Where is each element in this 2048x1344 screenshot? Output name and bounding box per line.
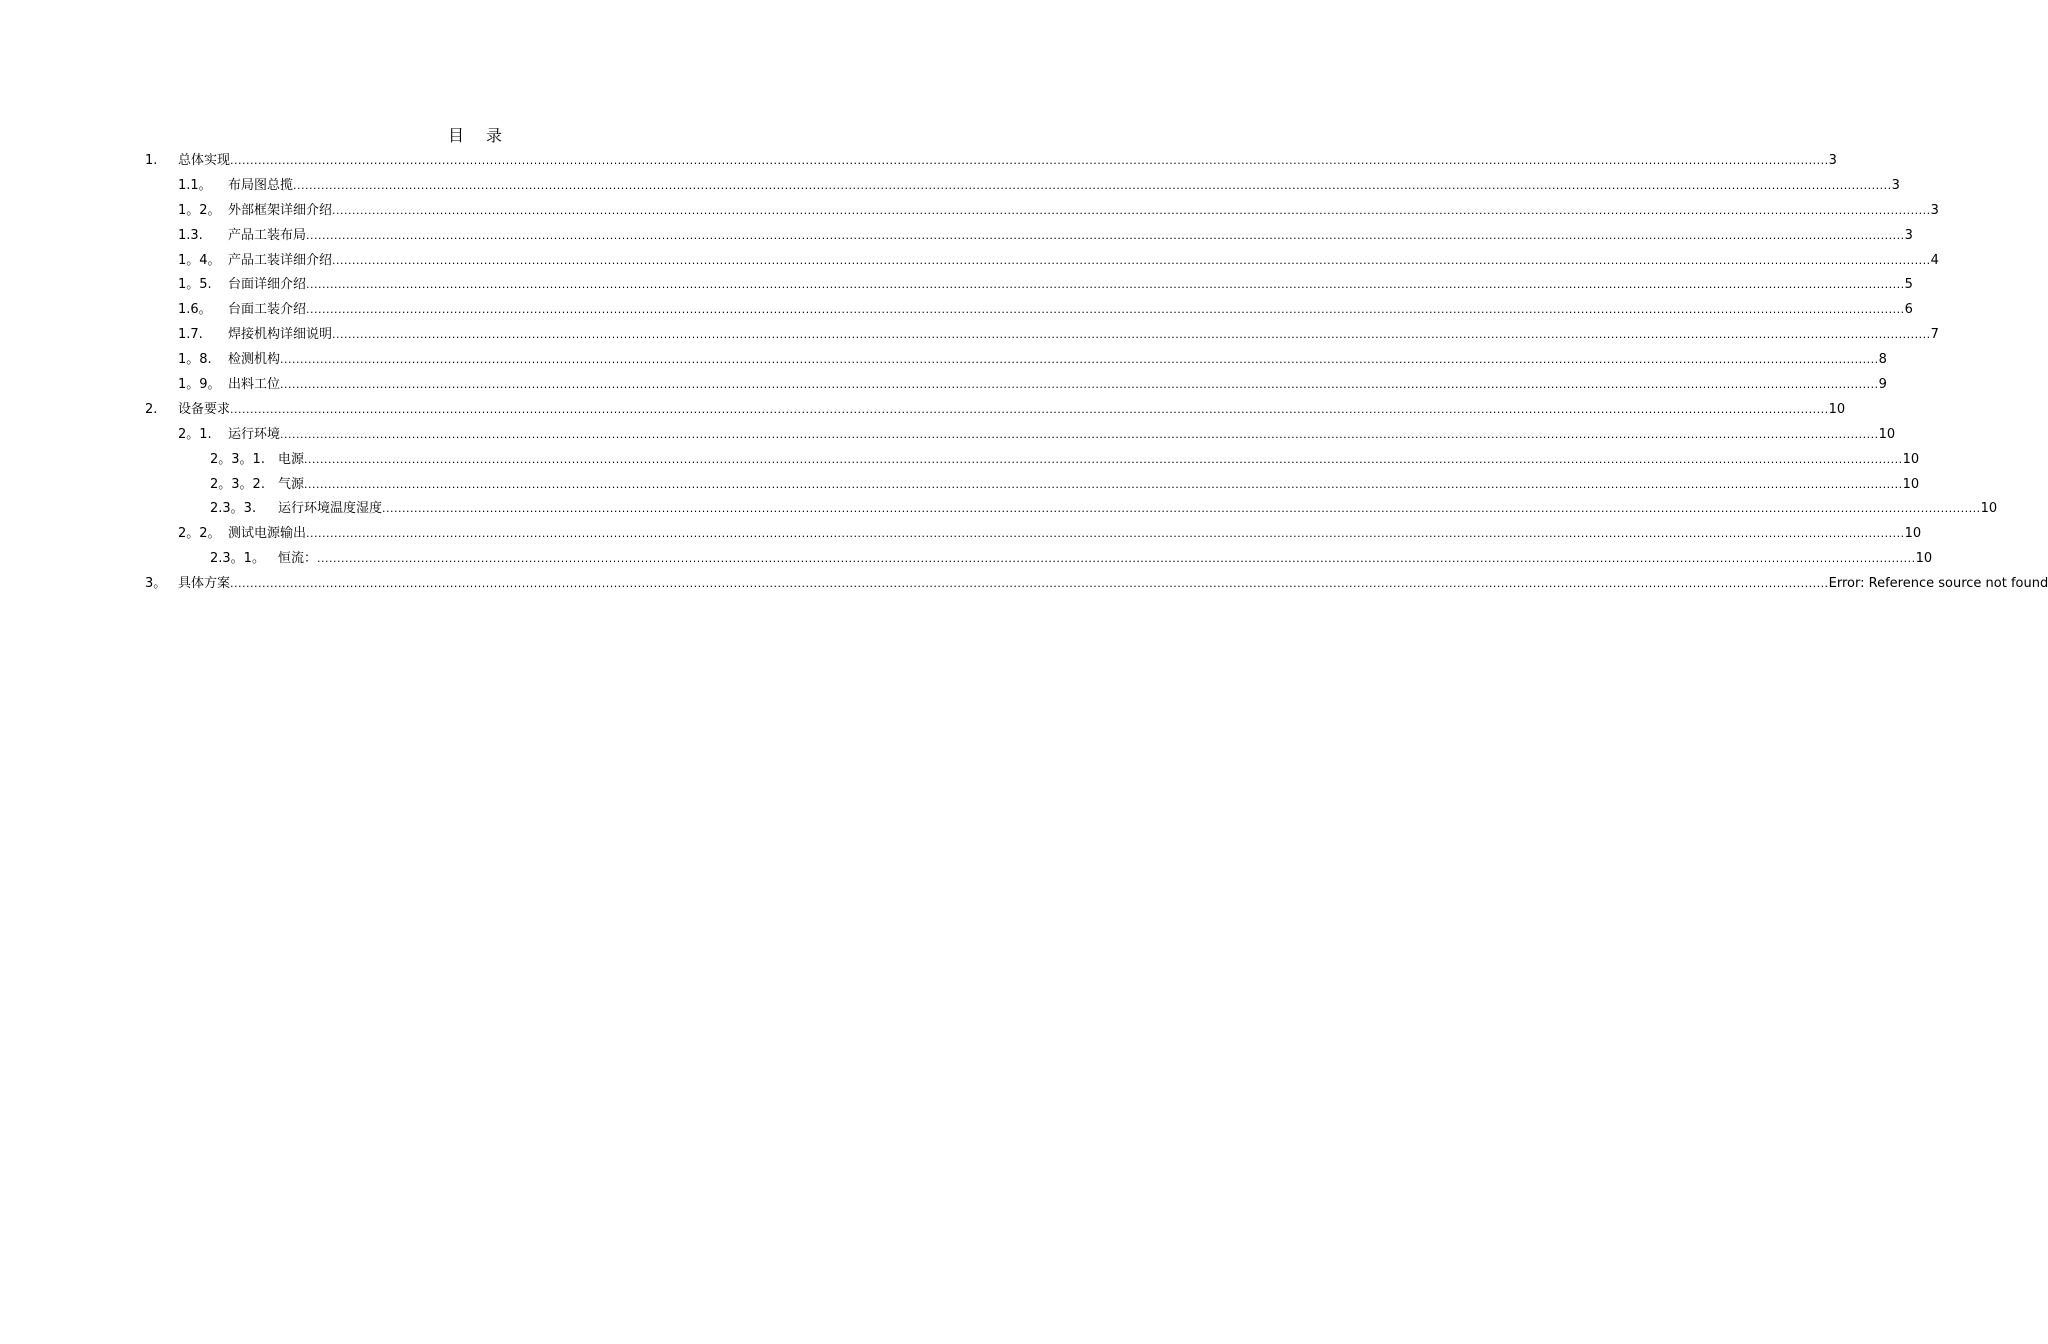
toc-leader: ................................................................................................................................................................................................................................................................................................................................................................................................................ xyxy=(280,427,1879,441)
toc-entry-text: 台面详细介绍 xyxy=(228,277,307,293)
toc-leader: ................................................................................................................................................................................................................................................................................................................................................................................................................ xyxy=(230,402,1829,416)
toc-entry-number: 1. xyxy=(145,153,158,168)
toc-entry-text: 检测机构 xyxy=(228,352,281,368)
toc-entry[interactable] xyxy=(0,201,1939,226)
toc-entry[interactable] xyxy=(0,425,1896,450)
toc-entry-text: 产品工装详细介绍 xyxy=(228,252,333,268)
toc-entry-page: 3 xyxy=(1930,202,1939,218)
toc-entry-number: 2.3。1。 xyxy=(210,551,265,567)
toc-leader: ................................................................................................................................................................................................................................................................................................................................................................................................................ xyxy=(317,552,1916,566)
toc-entry[interactable] xyxy=(0,325,1939,350)
toc-entry-text: 气源 xyxy=(278,476,305,492)
toc-entry[interactable] xyxy=(0,176,1900,201)
toc-leader: ................................................................................................................................................................................................................................................................................................................................................................................................................ xyxy=(280,378,1879,392)
toc-entry[interactable] xyxy=(0,375,1887,400)
toc-entry[interactable] xyxy=(0,475,1920,500)
toc-leader: ................................................................................................................................................................................................................................................................................................................................................................................................................ xyxy=(230,154,1829,167)
toc-leader: ................................................................................................................................................................................................................................................................................................................................................................................................................ xyxy=(280,353,1879,367)
toc-entry-number: 2.3。3. xyxy=(210,501,257,517)
toc-entry-page: 10 xyxy=(1980,501,1998,517)
toc-entry-page: 10 xyxy=(1828,401,1846,417)
toc-entry-number: 1。8. xyxy=(178,352,212,368)
toc-title-char-2: 录 xyxy=(486,126,503,145)
toc-entry-text: 运行环境温度湿度 xyxy=(278,501,383,517)
table-of-contents xyxy=(0,151,2048,599)
toc-leader: ................................................................................................................................................................................................................................................................................................................................................................................................................ xyxy=(306,527,1905,541)
toc-entry[interactable] xyxy=(0,251,1939,276)
toc-entry-page: 10 xyxy=(1878,426,1896,442)
toc-entry-text: 总体实现 xyxy=(178,153,231,168)
toc-entry-text: 出料工位 xyxy=(228,377,281,393)
toc-entry-text: 产品工装布局 xyxy=(228,227,307,243)
toc-entry[interactable] xyxy=(0,300,1913,325)
toc-entry-text: 电源 xyxy=(278,451,305,467)
toc-title-char-1: 目 xyxy=(447,126,464,145)
toc-leader: ................................................................................................................................................................................................................................................................................................................................................................................................................ xyxy=(304,477,1903,491)
toc-entry-text: 具体方案 xyxy=(178,576,231,592)
toc-entry-number: 1.6。 xyxy=(178,302,212,318)
toc-leader: ................................................................................................................................................................................................................................................................................................................................................................................................................ xyxy=(332,253,1931,267)
toc-leader: ................................................................................................................................................................................................................................................................................................................................................................................................................ xyxy=(230,577,1829,591)
toc-entry-page: 10 xyxy=(1915,551,1933,567)
toc-entry[interactable] xyxy=(0,226,1913,251)
toc-entry-text: 设备要求 xyxy=(178,401,231,417)
toc-entry[interactable] xyxy=(0,450,1920,475)
toc-leader: ................................................................................................................................................................................................................................................................................................................................................................................................................ xyxy=(332,328,1931,342)
toc-leader: ................................................................................................................................................................................................................................................................................................................................................................................................................ xyxy=(306,278,1905,292)
toc-leader: ................................................................................................................................................................................................................................................................................................................................................................................................................ xyxy=(332,203,1931,217)
toc-entry-text: 台面工装介绍 xyxy=(228,302,307,318)
toc-entry[interactable] xyxy=(0,574,2048,599)
toc-entry-page: 10 xyxy=(1902,476,1920,492)
toc-entry-page: 3 xyxy=(1828,153,1837,168)
toc-entry-page-error: Error: Reference source not found xyxy=(1828,576,2048,592)
toc-entry-text: 测试电源输出 xyxy=(228,526,307,542)
toc-entry-number: 1。9。 xyxy=(178,377,221,393)
toc-entry-number: 1.7. xyxy=(178,327,203,343)
toc-entry-page: 3 xyxy=(1891,177,1900,193)
toc-entry-number: 2。3。2. xyxy=(210,476,265,492)
toc-leader: ................................................................................................................................................................................................................................................................................................................................................................................................................ xyxy=(306,228,1905,242)
toc-entry[interactable] xyxy=(0,524,1922,549)
toc-entry-number: 2。2。 xyxy=(178,526,221,542)
toc-entry[interactable] xyxy=(0,350,1887,375)
toc-leader: ................................................................................................................................................................................................................................................................................................................................................................................................................ xyxy=(304,452,1903,466)
toc-leader: ................................................................................................................................................................................................................................................................................................................................................................................................................ xyxy=(306,303,1905,317)
toc-entry-number: 1。4。 xyxy=(178,252,221,268)
toc-entry[interactable] xyxy=(0,549,1933,574)
toc-entry-number: 1。5. xyxy=(178,277,212,293)
toc-entry-page: 6 xyxy=(1904,302,1913,318)
toc-entry-number: 3。 xyxy=(145,576,167,592)
toc-entry-page: 3 xyxy=(1904,227,1913,243)
toc-entry[interactable] xyxy=(0,275,1913,300)
toc-leader: ................................................................................................................................................................................................................................................................................................................................................................................................................ xyxy=(293,178,1892,192)
toc-entry-page: 8 xyxy=(1878,352,1887,368)
toc-entry-text: 外部框架详细介绍 xyxy=(228,202,333,218)
toc-leader: ................................................................................................................................................................................................................................................................................................................................................................................................................ xyxy=(382,502,1981,516)
toc-entry[interactable] xyxy=(0,499,1998,524)
toc-entry-text: 恒流： xyxy=(278,551,318,567)
toc-entry-page: 10 xyxy=(1902,451,1920,467)
toc-entry[interactable] xyxy=(0,400,1846,425)
toc-entry-number: 2. xyxy=(145,401,158,417)
toc-entry-number: 1.3. xyxy=(178,227,203,243)
toc-entry-text: 焊接机构详细说明 xyxy=(228,327,333,343)
toc-entry-number: 2。3。1. xyxy=(210,451,265,467)
toc-entry-text: 运行环境 xyxy=(228,426,281,442)
toc-entry[interactable] xyxy=(0,151,1837,176)
toc-entry-page: 9 xyxy=(1878,377,1887,393)
toc-entry-number: 1.1。 xyxy=(178,177,212,193)
toc-title xyxy=(0,126,950,146)
toc-entry-number: 2。1. xyxy=(178,426,212,442)
toc-entry-page: 7 xyxy=(1930,327,1939,343)
toc-entry-page: 5 xyxy=(1904,277,1913,293)
toc-entry-page: 10 xyxy=(1904,526,1922,542)
toc-entry-text: 布局图总揽 xyxy=(228,177,294,193)
toc-entry-number: 1。2。 xyxy=(178,202,221,218)
toc-entry-page: 4 xyxy=(1930,252,1939,268)
